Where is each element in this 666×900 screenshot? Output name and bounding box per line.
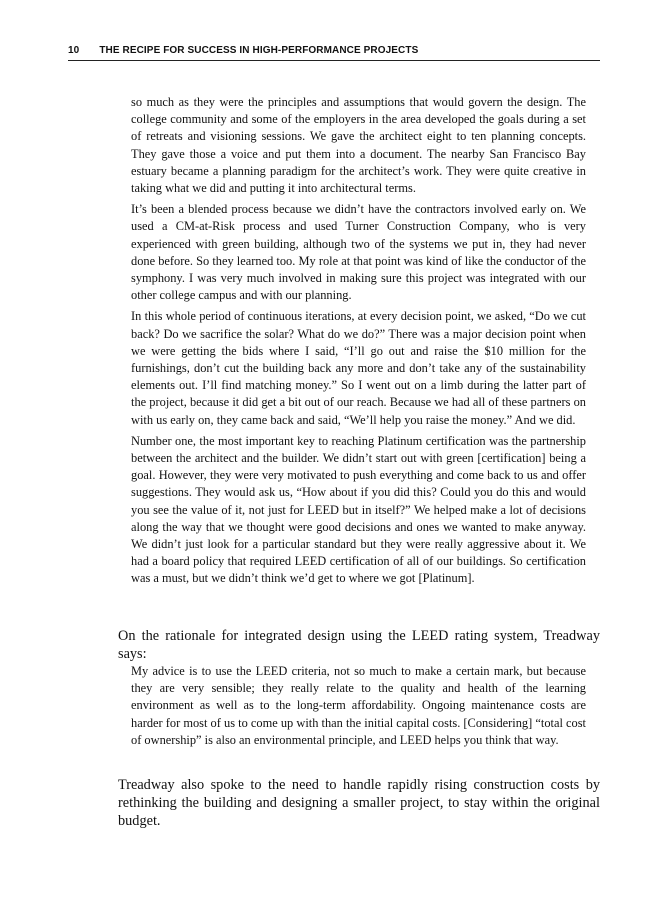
quote-paragraph: Number one, the most important key to reaching Platinum certification was the partnership between the architect and the builder. We didn’t start out with green [certification] being a goal. However, they were very motivated to push everything and come back to us and offer suggestions. They would ask us, “How about if you did this? Could you do this and would you see the value of it, not just for LEED but in itself?” We helped make a lot of decisions along the way that we thought were good decisions and ones we wanted to make anyway. We didn’t just look for a particular standard but they were really aggressive about it. We had a board policy that required LEED certification of all of our buildings. So certification was a must, but we didn’t think we’d get to where we got [Platinum].: [131, 433, 586, 586]
quote-paragraph: My advice is to use the LEED criteria, not so much to make a certain mark, but because they are very sensible; they really relate to the quality and health of the learning environment as well as to the long-term affordability. Ongoing maintenance costs are harder for most of us to come up with than the initial capital costs. [Considering] “total cost of ownership” is also an environmental principle, and LEED helps you think that way.: [131, 664, 586, 747]
body-paragraph: On the rationale for integrated design using the LEED rating system, Treadway says:: [118, 628, 600, 663]
running-header: [68, 44, 600, 61]
block-quote-1: [131, 94, 586, 592]
quote-paragraph: so much as they were the principles and assumptions that would govern the design. The college community and some of the employers in the area developed the goals during a set of retreats and visioning sessions. We gave the architect eight to ten planning concepts. They gave those a voice and put them into a document. The nearby San Francisco Bay estuary became a planning paradigm for the architect’s work. They were quite creative in taking what we did and putting it into architectural terms.: [131, 95, 586, 196]
quote-paragraph: In this whole period of continuous iterations, at every decision point, we asked, “Do we cut back? Do we sacrifice the solar? What do we do?” There was a major decision point when we were getting the bids where I said, “I’ll go out and raise the $10 million for the furnishings, don’t cut the building back any more and don’t take any of the sustainability elements out. I’ll find matching money.” So I went out on a limb during the latter part of the project, because it did get a bit out of our reach. Because we had all of these partners on with us early on, they came back and said, “We’ll help you raise the money.” And we did.: [131, 309, 586, 427]
body-paragraph: Treadway also spoke to the need to handle rapidly rising construction costs by rethinking the building and designing a smaller project, to stay within the original budget.: [118, 777, 600, 830]
running-title: THE RECIPE FOR SUCCESS IN HIGH-PERFORMANCE PROJECTS: [99, 45, 419, 56]
block-quote-2: [131, 663, 586, 753]
quote-paragraph: It’s been a blended process because we didn’t have the contractors involved early on. We used a CM-at-Risk process and used Turner Construction Company, who is very experienced with green building, although two of the systems we put in, they had never done before. So they learned too. My role at that point was kind of like the conductor of the symphony. I was very much involved in making sure this project was integrated with our other college campus and with our planning.: [131, 202, 586, 303]
page-number: 10: [68, 45, 80, 56]
